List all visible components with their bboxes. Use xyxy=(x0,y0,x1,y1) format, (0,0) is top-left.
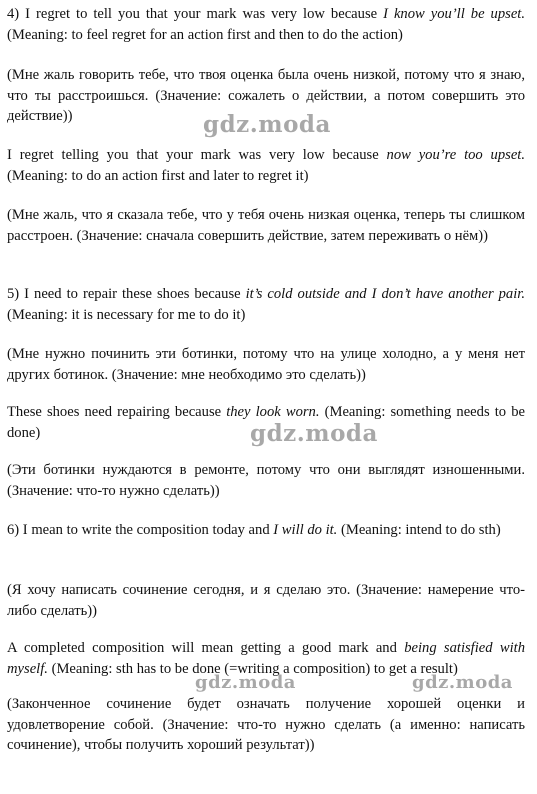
paragraph-4-russian-alt xyxy=(7,205,525,246)
paragraph-4-english xyxy=(7,4,525,45)
italic-phrase: being satisfied with myself. xyxy=(7,640,526,677)
text-run: (Мне жаль, что я сказала тебе, что у тебя очень низкая оценка, теперь ты слишком расстроен. (Значение: сначала совершить действие, затем переживать о нём)) xyxy=(7,207,525,244)
paragraph-5-russian xyxy=(7,344,525,385)
watermark-logo: gdz.moda xyxy=(195,672,296,693)
text-run: 6) I mean to write the composition today and xyxy=(7,522,274,538)
text-run: (Законченное сочинение будет означать получение хорошей оценки и удовлетворение собой. (Значение: что-то нужно сделать (а именно: написать сочинение), чтобы получить хороший результат)) xyxy=(7,696,525,753)
text-run: (Мне нужно починить эти ботинки, потому что на улице холодно, а у меня нет других ботинок. (Значение: мне необходимо это сделать)) xyxy=(7,346,525,383)
text-run: (Meaning: to do an action first and later to regret it) xyxy=(7,167,309,184)
paragraph-5-english xyxy=(7,284,525,325)
text-run: (Meaning: to feel regret for an action first and then to do the action) xyxy=(7,26,403,43)
text-run: (Meaning: sth has to be done (=writing a composition) to get a result) xyxy=(47,660,458,677)
italic-phrase: I know you’ll be upset. xyxy=(383,6,525,22)
italic-phrase: they look worn. xyxy=(226,404,320,420)
watermark-logo: gdz.moda xyxy=(203,111,331,138)
text-run: I regret telling you that your mark was very low because xyxy=(7,147,387,163)
watermark-logo: gdz.moda xyxy=(412,672,513,693)
text-run: These shoes need repairing because xyxy=(7,404,227,420)
text-run: A completed composition will mean getting a good mark and xyxy=(7,640,405,656)
text-run: (Meaning: intend to do sth) xyxy=(337,522,501,538)
italic-phrase: I will do it. xyxy=(273,522,338,538)
italic-phrase: now you’re too upset. xyxy=(386,147,525,163)
text-run: (Meaning: something needs to be done) xyxy=(7,404,525,441)
text-run: (Я хочу написать сочинение сегодня, и я сделаю это. (Значение: намерение что-либо сделать)) xyxy=(7,582,525,619)
text-run: 4) I regret to tell you that your mark was very low because xyxy=(7,6,384,22)
text-run: (Мне жаль говорить тебе, что твоя оценка была очень низкой, потому что я знаю, что ты расстроишься. (Значение: сожалеть о действии, а потом совершить это действие)) xyxy=(7,67,525,124)
paragraph-6-russian xyxy=(7,580,525,621)
text-run: (Эти ботинки нуждаются в ремонте, потому что они выглядят изношенными. (Значение: что-то нужно сделать)) xyxy=(7,462,525,499)
text-run: (Meaning: it is necessary for me to do it) xyxy=(7,306,246,323)
paragraph-6-russian-alt xyxy=(7,694,525,756)
paragraph-5-russian-alt xyxy=(7,460,525,501)
paragraph-6-english xyxy=(7,520,525,541)
paragraph-4-english-alt xyxy=(7,145,525,186)
watermark-logo: gdz.moda xyxy=(250,420,378,447)
italic-phrase: it’s cold outside and I don’t have another pair. xyxy=(245,286,525,302)
text-run: 5) I need to repair these shoes because xyxy=(7,286,246,302)
